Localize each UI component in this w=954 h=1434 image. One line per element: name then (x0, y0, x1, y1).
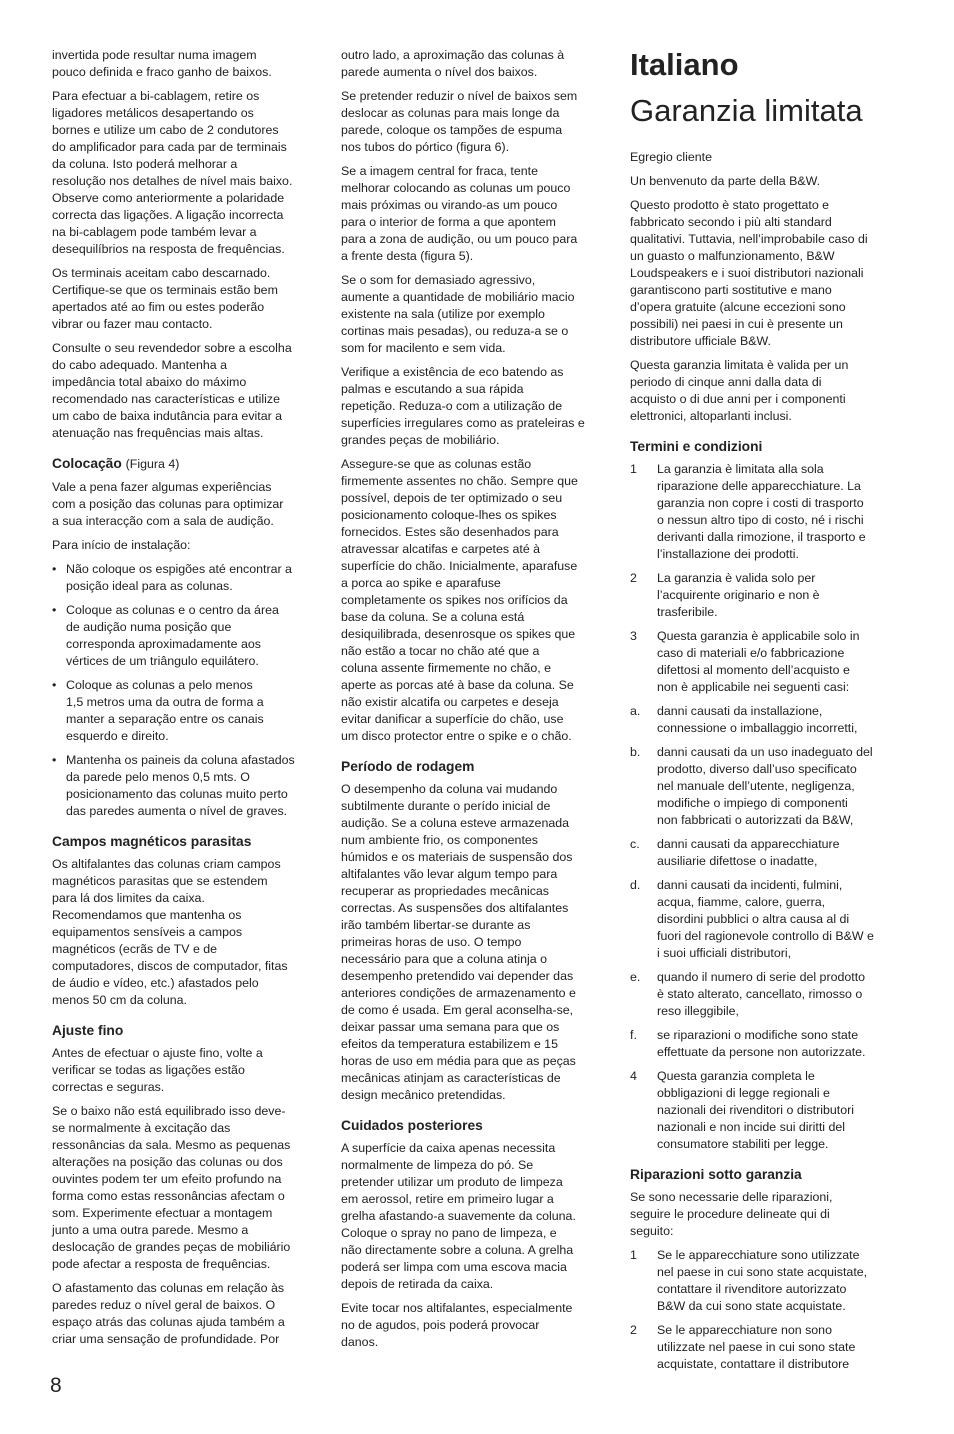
paragraph (341, 1300, 613, 1351)
text-line: subtilmente durante o perído inicial de (341, 799, 551, 813)
numbered-item (630, 877, 910, 962)
text-line: não directamente sobre a coluna. A grelha (341, 1243, 574, 1257)
text-line: para o interior de forma a que apontem (341, 215, 556, 229)
text-line: repetição. Reduza-o com a utilização de (341, 399, 563, 413)
text-line: húmidos e os materiais de suspensão dos (341, 850, 573, 864)
text-line: l’installazione dei prodotti. (657, 547, 799, 561)
figure-reference: (Figura 4) (125, 457, 180, 471)
text-line: è stato alterato, cancellato, rimosso o (657, 987, 863, 1001)
text-line: danni causati da installazione, (657, 704, 823, 718)
paragraph (52, 1280, 324, 1348)
text-line: apertados até ao fim ou estes poderão (52, 300, 265, 314)
paragraph (341, 781, 613, 1104)
text-line: Não coloque os espigões até encontrar a (66, 562, 292, 576)
item-number: a. (630, 704, 641, 718)
text-line: do cabo adequado. Mantenha a (52, 358, 227, 372)
numbered-item (630, 703, 910, 737)
bullet-item (52, 677, 324, 745)
text-line: a sua interacção com a sala de audição. (52, 514, 274, 528)
text-line: distributore ufficiale B&W. (630, 334, 771, 348)
item-text (657, 1247, 910, 1315)
text-line: Antes de efectuar o ajuste fino, volte a (52, 1046, 263, 1060)
item-number: 1 (630, 1248, 637, 1262)
text-line: modifiche o impiego di componenti (657, 796, 848, 810)
text-line: impedância total abaixo do máximo (52, 375, 247, 389)
numbered-item (630, 836, 910, 870)
text-line: do amplificador para cada par de terminais (52, 140, 287, 154)
text-line: nazionali e non incide sui diritti del (657, 1120, 846, 1134)
text-line: palmas e escutando a sua rápida (341, 382, 524, 396)
text-line: parede, coloque os tampões de espuma (341, 123, 563, 137)
text-line: Se o baixo não está equilibrado isso deve- (52, 1104, 286, 1118)
item-text (657, 570, 910, 621)
text-line: recuperar as propriedades mecânicas (341, 884, 549, 898)
text-line: da parede pelo menos 0,5 mts. O (66, 770, 250, 784)
text-line: Certifique-se que os terminais estão bem (52, 283, 278, 297)
text-line: coluna assente firmemente no chão, e (341, 661, 552, 675)
text-line: disordini pubblici o altra causa al di (657, 912, 850, 926)
text-line: no de agudos, pois poderá provocar (341, 1318, 540, 1332)
bullet-text (66, 677, 324, 745)
item-number: e. (630, 970, 641, 984)
text-line: pouco definida e fraco ganho de baixos. (52, 65, 272, 79)
heading-ajuste-fino: Ajuste fino (52, 1023, 124, 1038)
text-line: poderá ser limpa com uma escova macia (341, 1260, 567, 1274)
column-portuguese-left (52, 47, 324, 1355)
text-line: desequilíbrios na resposta de frequências. (52, 242, 285, 256)
text-line: vibrar ou fazer mau contacto. (52, 317, 213, 331)
numbered-item (630, 628, 910, 696)
paragraph (52, 340, 324, 442)
text-line: existente na sala (utilize por exemplo (341, 307, 545, 321)
text-line: Un benvenuto da parte della B&W. (630, 174, 821, 188)
item-text (657, 836, 910, 870)
paragraph (630, 357, 910, 425)
text-line: correctas e seguras. (52, 1080, 165, 1094)
text-line: em aerossol, retire em primeiro lugar a (341, 1192, 554, 1206)
bullet-mark: • (52, 562, 57, 576)
paragraph (52, 537, 324, 554)
language-title: Italiano (630, 47, 739, 82)
bullet-item (52, 602, 324, 670)
numbered-item (630, 1068, 910, 1153)
section-title: Garanzia limitata (630, 93, 863, 128)
item-text (657, 703, 910, 737)
text-line: caso di materiali e/o fabbricazione (657, 646, 845, 660)
text-line: normalmente de limpeza do pó. Se (341, 1158, 534, 1172)
text-line: quando il numero di serie del prodotto (657, 970, 866, 984)
text-line: Observe como anteriormente a polaridade (52, 191, 285, 205)
text-line: Para início de instalação: (52, 538, 191, 552)
text-line: Recomendamos que mantenha os (52, 908, 242, 922)
text-line: se riparazioni o modifiche sono state (657, 1028, 859, 1042)
text-line: seguire le procedure delineate qui di (630, 1207, 830, 1221)
text-line: bornes e utilize um cabo de 2 condutores (52, 123, 279, 137)
text-line: aperte as porcas até à base da coluna. Se (341, 678, 574, 692)
heading-periodo-de-rodagem: Período de rodagem (341, 759, 475, 774)
bullet-item (52, 752, 324, 820)
paragraph (630, 149, 910, 166)
text-line: La garanzia è valida solo per (657, 571, 816, 585)
text-line: danos. (341, 1335, 379, 1349)
text-line: menos 50 cm da coluna. (52, 993, 187, 1007)
text-line: esquerdo e direito. (66, 729, 169, 743)
paragraph (630, 173, 910, 190)
text-line: Se a imagem central for fraca, tente (341, 164, 538, 178)
text-line: aumente a quantidade de mobiliário macio (341, 290, 575, 304)
item-text (657, 628, 910, 696)
text-line: cortinas mais pesadas), ou reduza-a se o (341, 324, 569, 338)
text-line: pode afectar a resposta de frequências. (52, 1257, 271, 1271)
text-line: nazionali dei rivenditori o distributori (657, 1103, 854, 1117)
numbered-item (630, 570, 910, 621)
text-line: possível, depois de ter optimizado o seu (341, 491, 563, 505)
text-line: Verifique a existência de eco batendo as (341, 365, 564, 379)
text-line: paredes reduz o nível geral de baixos. O (52, 1298, 276, 1312)
text-line: para a zona de audição, ou um pouco para (341, 232, 578, 246)
text-line: forma como estas ressonâncias afectam o (52, 1189, 285, 1203)
paragraph (52, 1103, 324, 1273)
paragraph (341, 272, 613, 357)
text-line: manter a separação entre os canais (66, 712, 264, 726)
text-line: de áudio e vídeo, etc.) afastados pelo (52, 976, 259, 990)
paragraph (52, 265, 324, 333)
text-line: das paredes aumenta o nível de graves. (66, 804, 288, 818)
paragraph (341, 163, 613, 265)
text-line: Se le apparecchiature sono utilizzate (657, 1248, 860, 1262)
text-line: vértices de um triângulo equilátero. (66, 654, 259, 668)
text-line: firmemente assentes no chão. Sempre que (341, 474, 578, 488)
text-line: ligadores metálicos desapertando os (52, 106, 254, 120)
text-line: Se le apparecchiature non sono (657, 1323, 832, 1337)
text-line: efeitos da temperatura estabilizem e 15 (341, 1037, 558, 1051)
text-line: Questa garanzia è applicabile solo in (657, 629, 860, 643)
text-line: acqua, fiamme, calore, guerra, (657, 895, 826, 909)
text-line: pretender utilizar um produto de limpeza (341, 1175, 563, 1189)
column-portuguese-right (341, 47, 613, 1358)
heading-termini-e-condizioni: Termini e condizioni (630, 439, 763, 454)
text-line: parede aumenta o nível dos baixos. (341, 65, 538, 79)
text-line: magnéticos parasitas que se estendem (52, 874, 268, 888)
text-line: non è applicabile nei seguenti casi: (657, 680, 850, 694)
text-line: não existir alcatifa ou carpetes e deseja (341, 695, 559, 709)
text-line: nos tubos do pórtico (figura 6). (341, 140, 510, 154)
paragraph (52, 479, 324, 530)
text-line: não estão a tocar no chão até que a (341, 644, 540, 658)
text-line: anteriores condições de armazenamento e (341, 986, 576, 1000)
text-line: equipamentos sensíveis a campos (52, 925, 243, 939)
text-line: superfícies irregulares como as prateleiras e (341, 416, 585, 430)
text-line: fuori del ragionevole controllo di B&W e (657, 929, 874, 943)
text-line: Coloque as colunas e o centro da área (66, 603, 279, 617)
text-line: completamente os spikes nos orifícios da (341, 593, 568, 607)
text-line: Coloque o spray no pano de limpeza, e (341, 1226, 557, 1240)
paragraph (341, 456, 613, 745)
item-text (657, 1322, 910, 1373)
text-line: Questa garanzia completa le (657, 1069, 815, 1083)
text-line: seguito: (630, 1224, 674, 1238)
item-text (657, 969, 910, 1020)
text-line: grandes peças de mobiliário. (341, 433, 500, 447)
text-line: d’opera gratuite (alcune eccezioni sono (630, 300, 846, 314)
text-line: contattare il rivenditore autorizzato (657, 1282, 847, 1296)
text-line: danni causati da un uso inadeguato del (657, 745, 873, 759)
numbered-item (630, 969, 910, 1020)
text-line: effettuate da persone non autorizzate. (657, 1045, 866, 1059)
text-line: de audição numa posição que (66, 620, 232, 634)
text-line: verificar se todas as ligações estão (52, 1063, 245, 1077)
numbered-item (630, 1247, 910, 1315)
text-line: desiquilibrada, desenrosque os spikes que (341, 627, 576, 641)
paragraph (52, 856, 324, 1009)
item-text (657, 877, 910, 962)
heading-riparazioni: Riparazioni sotto garanzia (630, 1167, 802, 1182)
text-line: elettronici, altoparlanti inclusi. (630, 409, 792, 423)
heading-campos-magneticos: Campos magnéticos parasitas (52, 834, 252, 849)
text-line: recomendado nas características e utilize (52, 392, 280, 406)
text-line: trasferibile. (657, 605, 718, 619)
repair-steps-list (630, 1247, 910, 1373)
text-line: Loudspeakers e i suoi distributori nazionali (630, 266, 864, 280)
text-line: horas de uso em média para que as peças (341, 1054, 576, 1068)
text-line: com a posição das colunas para optimizar (52, 497, 284, 511)
text-line: som for macilento e sem vida. (341, 341, 506, 355)
text-line: ressonâncias da sala. Mesmo as pequenas (52, 1138, 291, 1152)
numbered-item (630, 744, 910, 829)
text-line: Se pretender reduzir o nível de baixos sem (341, 89, 578, 103)
text-line: de como é usada. Em geral aconselha-se, (341, 1003, 574, 1017)
text-line: Vale a pena fazer algumas experiências (52, 480, 272, 494)
text-line: Mantenha os paineis da coluna afastados (66, 753, 295, 767)
text-line: corresponda aproximadamente aos (66, 637, 261, 651)
text-line: para lá dos limites da caixa. (52, 891, 205, 905)
text-line: correctas. As suspensões dos altifalantes (341, 901, 569, 915)
text-line: Consulte o seu revendedor sobre a escolha (52, 341, 292, 355)
paragraph (52, 1045, 324, 1096)
text-line: magnéticos (ecrãs de TV e de (52, 942, 218, 956)
text-line: Coloque as colunas a pelo menos (66, 678, 253, 692)
item-number: d. (630, 878, 641, 892)
text-line: O afastamento das colunas em relação às (52, 1281, 285, 1295)
item-number: 1 (630, 462, 637, 476)
item-number: f. (630, 1028, 637, 1042)
text-line: posição ideal para as colunas. (66, 579, 233, 593)
text-line: Egregio cliente (630, 150, 712, 164)
text-line: l’acquirente originario e non è (657, 588, 820, 602)
paragraph (341, 47, 613, 81)
text-line: base da coluna. Se a coluna está (341, 610, 525, 624)
text-line: garanzia non copre i costi di trasporto (657, 496, 864, 510)
text-line: se normalmente à excitação das (52, 1121, 231, 1135)
text-line: som. Experimente efectuar a montagem (52, 1206, 273, 1220)
text-line: acquistate, contattare il distributore (657, 1357, 850, 1371)
text-line: correcta das ligações. A ligação incorrecta (52, 208, 284, 222)
bullet-mark: • (52, 603, 57, 617)
text-line: La garanzia è limitata alla sola (657, 462, 824, 476)
paragraph (341, 1140, 613, 1293)
item-number: 3 (630, 629, 637, 643)
text-line: invertida pode resultar numa imagem (52, 48, 257, 62)
text-line: Os altifalantes das colunas criam campos (52, 857, 281, 871)
text-line: periodo di cinque anni dalla data di (630, 375, 822, 389)
text-line: superfície do chão. Inicialmente, aparafuse (341, 559, 578, 573)
paragraph (341, 364, 613, 449)
numbered-item (630, 461, 910, 563)
item-text (657, 1068, 910, 1153)
text-line: riparazione delle apparecchiature. La (657, 479, 861, 493)
text-line: design mecânico pretendidas. (341, 1088, 506, 1102)
text-line: Os terminais aceitam cabo descarnado. (52, 266, 271, 280)
text-line: B&W da cui sono state acquistate. (657, 1299, 846, 1313)
bullet-text (66, 602, 324, 670)
text-line: num ambiente frio, os componentes (341, 833, 538, 847)
text-line: ausiliarie difettose o inadatte, (657, 854, 818, 868)
text-line: difettosi al momento dell’acquisto e (657, 663, 850, 677)
text-line: obbligazioni di legge regionali e (657, 1086, 830, 1100)
text-line: Se sono necessarie delle riparazioni, (630, 1190, 833, 1204)
text-line: possibili) nei paesi in cui è presente un (630, 317, 843, 331)
text-line: o nessun altro tipo di costo, né i rischi (657, 513, 864, 527)
text-line: da coluna. Isto poderá melhorar a (52, 157, 238, 171)
text-line: outro lado, a aproximação das colunas à (341, 48, 565, 62)
text-line: ouvintes podem ter um efeito profundo na (52, 1172, 282, 1186)
paragraph (630, 1189, 910, 1240)
text-line: garantiscono parti sostitutive e mano (630, 283, 832, 297)
text-line: i suoi ufficiali distributori, (657, 946, 792, 960)
text-line: evitar danificar a superfície do chão, use (341, 712, 564, 726)
text-line: mais próximas ou virando-as um pouco (341, 198, 558, 212)
text-line: danni causati da incidenti, fulmini, (657, 878, 843, 892)
text-line: melhorar colocando as colunas um pouco (341, 181, 571, 195)
heading-text: Colocação (52, 456, 122, 471)
bullet-item (52, 561, 324, 595)
text-line: O desempenho da coluna vai mudando (341, 782, 558, 796)
text-line: nel manuale dell’utente, negligenza, (657, 779, 855, 793)
text-line: Para efectuar a bi-cablagem, retire os (52, 89, 260, 103)
text-line: fabbricato secondo i più alti standard (630, 215, 832, 229)
text-line: qualitativi. Tuttavia, nell’improbabile caso di (630, 232, 868, 246)
page-number: 8 (50, 1374, 62, 1397)
text-line: espaço atrás das colunas ajuda também a (52, 1315, 285, 1329)
text-line: irão também libertar-se durante as (341, 918, 531, 932)
text-line: Evite tocar nos altifalantes, especialmente (341, 1301, 573, 1315)
bullet-mark: • (52, 678, 57, 692)
text-line: depois de retirada da caixa. (341, 1277, 494, 1291)
text-line: deixar passar uma semana para que os (341, 1020, 560, 1034)
text-line: consumatore stabiliti per legge. (657, 1137, 829, 1151)
text-line: non fabbricati o autorizzati da B&W, (657, 813, 854, 827)
text-line: un guasto o malfunzionamento, B&W (630, 249, 835, 263)
bullet-mark: • (52, 753, 57, 767)
text-line: alterações na posição das colunas ou dos (52, 1155, 283, 1169)
text-line: connessione o imballaggio incorretti, (657, 721, 858, 735)
item-number: b. (630, 745, 641, 759)
text-line: a frente desta (figura 5). (341, 249, 474, 263)
numbered-item (630, 1027, 910, 1061)
paragraph (52, 47, 324, 81)
text-line: fornecidos. Estes são desenhados para (341, 525, 559, 539)
text-line: um disco protector entre o spike e o chão. (341, 729, 572, 743)
text-line: altifalantes vão levar algum tempo para (341, 867, 558, 881)
text-line: Questo prodotto è stato progettato e (630, 198, 830, 212)
bullet-text (66, 752, 324, 820)
text-line: resolução nos detalhes de nível mais baixo. (52, 174, 293, 188)
item-text (657, 461, 910, 563)
text-line: prodotto, diverso dall’uso specificato (657, 762, 857, 776)
text-line: desempenho pretendido vai depender das (341, 969, 574, 983)
text-line: criar uma sensação de profundidade. Por (52, 1332, 280, 1346)
text-line: 1,5 metros uma da outra de forma a (66, 695, 264, 709)
text-line: audição. Se a coluna esteve armazenada (341, 816, 570, 830)
text-line: Assegure-se que as colunas estão (341, 457, 532, 471)
paragraph (630, 197, 910, 350)
text-line: A superfície da caixa apenas necessita (341, 1141, 556, 1155)
text-line: um cabo de baixa indutância para evitar a (52, 409, 283, 423)
text-line: Se o som for demasiado agressivo, (341, 273, 536, 287)
text-line: grelha afastando-a suavemente da coluna. (341, 1209, 576, 1223)
text-line: danni causati da apparecchiature (657, 837, 840, 851)
heading-colocacao (52, 455, 324, 473)
text-line: atravessar alcatifas e carpetes até à (341, 542, 541, 556)
item-number: 4 (630, 1069, 637, 1083)
item-number: 2 (630, 571, 637, 585)
text-line: Questa garanzia limitata è valida per un (630, 358, 849, 372)
bullet-text (66, 561, 324, 595)
text-line: necessário para que a coluna atinja o (341, 952, 547, 966)
numbered-item (630, 1322, 910, 1373)
paragraph (52, 88, 324, 258)
text-line: deslocar as colunas para mais longe da (341, 106, 560, 120)
heading-cuidados-posteriores: Cuidados posteriores (341, 1118, 483, 1133)
text-line: computadores, discos de computador, fitas (52, 959, 288, 973)
item-number: c. (630, 837, 640, 851)
item-number: 2 (630, 1323, 637, 1337)
column-italian (630, 47, 910, 1380)
text-line: na bi-cablagem pode também levar a (52, 225, 257, 239)
text-line: deslocação de grandes peças de mobiliário (52, 1240, 291, 1254)
text-line: primeiras horas de uso. O tempo (341, 935, 522, 949)
text-line: a porca ao spike e aparafuse (341, 576, 501, 590)
paragraph (341, 88, 613, 156)
item-text (657, 1027, 910, 1061)
text-line: mecânicas atinjam as características de (341, 1071, 561, 1085)
item-text (657, 744, 910, 829)
text-line: utilizzate nel paese in cui sono state (657, 1340, 856, 1354)
text-line: posicionamento coloque-lhes os spikes (341, 508, 557, 522)
text-line: nel paese in cui sono state acquistate, (657, 1265, 868, 1279)
text-line: acquisto o di due anni per i componenti (630, 392, 846, 406)
text-line: junto a uma outra parede. Mesmo a (52, 1223, 249, 1237)
text-line: derivanti dalla rimozione, il trasporto e (657, 530, 866, 544)
text-line: posicionamento das colunas muito perto (66, 787, 288, 801)
terms-list (630, 461, 910, 1153)
text-line: reso illeggibile, (657, 1004, 739, 1018)
text-line: atenuação nas frequências mais altas. (52, 426, 264, 440)
